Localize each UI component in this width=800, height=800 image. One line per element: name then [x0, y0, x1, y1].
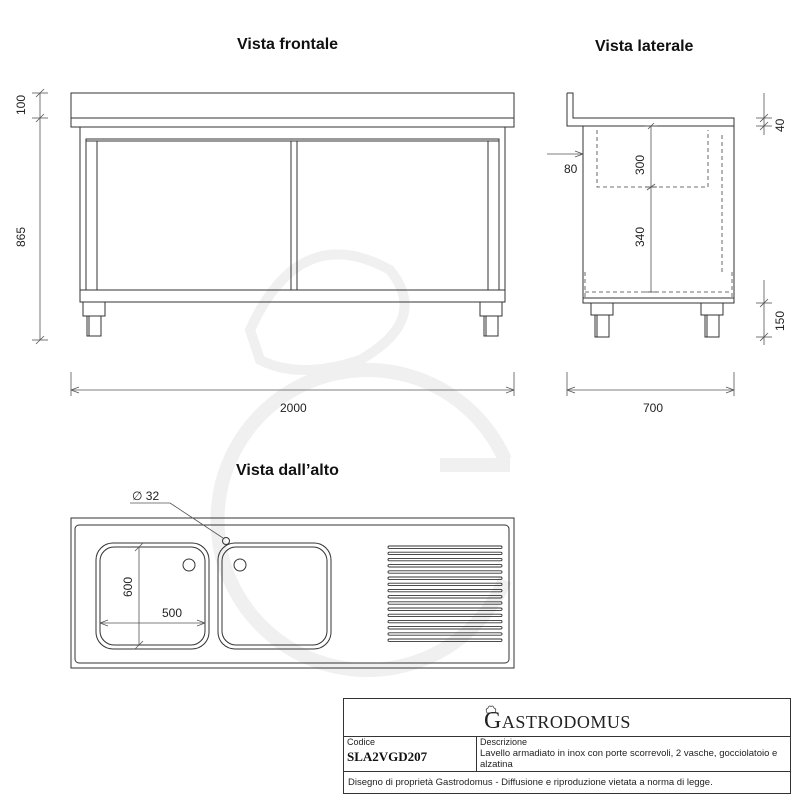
dim-front-width: 2000 [280, 401, 307, 415]
drainboard-rib [388, 558, 502, 560]
side-view-title: Vista laterale [595, 38, 694, 55]
front-vertical-dimensions [32, 89, 48, 344]
drainboard-rib [388, 583, 502, 585]
descrizione-value: Lavello armadiato in inox con porte scorrevoli, 2 vasche, gocciolatoio e alzatina [480, 748, 778, 770]
top-left-bowl [96, 543, 209, 649]
dim-side-width: 700 [643, 401, 664, 415]
side-width-dimension [567, 372, 734, 396]
front-splashback [71, 93, 514, 118]
side-feet [591, 303, 723, 337]
dim-side-bowl-depth: 300 [633, 154, 647, 175]
front-left-foot-top [83, 302, 105, 316]
brand-initial: G [484, 708, 502, 734]
dim-side-top: 40 [773, 118, 787, 132]
dim-front-body-height: 865 [14, 226, 28, 247]
dim-top-hole: ∅ 32 [132, 489, 160, 503]
descrizione-cell [477, 736, 790, 772]
front-view [71, 93, 514, 336]
front-view-title: Vista frontale [237, 36, 339, 53]
drainboard-rib [388, 552, 502, 554]
dim-side-offset: 80 [564, 162, 578, 176]
dim-front-top-height: 100 [14, 94, 28, 115]
drainboard-rib [388, 627, 502, 629]
front-worktop [71, 118, 514, 127]
top-drainboard-ribs [388, 546, 502, 641]
side-internal-dimensions [547, 123, 657, 292]
title-block-logo-row [344, 699, 790, 737]
side-view [567, 93, 734, 303]
dim-top-bowl-width: 500 [162, 606, 183, 620]
dim-top-bowl-depth: 600 [121, 576, 135, 597]
codice-label: Codice [347, 737, 376, 747]
side-bowl-hidden [597, 130, 708, 187]
drainboard-rib [388, 596, 502, 598]
title-block [343, 698, 791, 794]
drainboard-rib [388, 639, 502, 641]
codice-cell [344, 736, 477, 772]
drainboard-rib [388, 589, 502, 591]
dim-side-feet: 150 [773, 310, 787, 331]
front-right-foot-top [480, 302, 502, 316]
drainboard-rib [388, 577, 502, 579]
codice-value: SLA2VGD207 [347, 749, 428, 764]
top-left-drain [183, 559, 195, 571]
side-hidden-lines [585, 130, 732, 300]
copyright-footer: Disegno di proprietà Gastrodomus - Diffusione e riproduzione vietata a norma di legge. [348, 777, 713, 788]
top-right-drain [234, 559, 246, 571]
drainboard-rib [388, 571, 502, 573]
side-cabinet [583, 126, 734, 303]
brand-logo [484, 708, 631, 735]
descrizione-label: Descrizione [480, 737, 528, 747]
drainboard-rib [388, 633, 502, 635]
top-view-title: Vista dall’alto [236, 462, 339, 479]
drainboard-rib [388, 565, 502, 567]
drainboard-rib [388, 546, 502, 548]
brand-rest: ASTRODOMUS [501, 712, 631, 732]
dim-side-lower-depth: 340 [633, 226, 647, 247]
side-splashback [567, 93, 734, 126]
side-right-dimensions [756, 93, 772, 345]
